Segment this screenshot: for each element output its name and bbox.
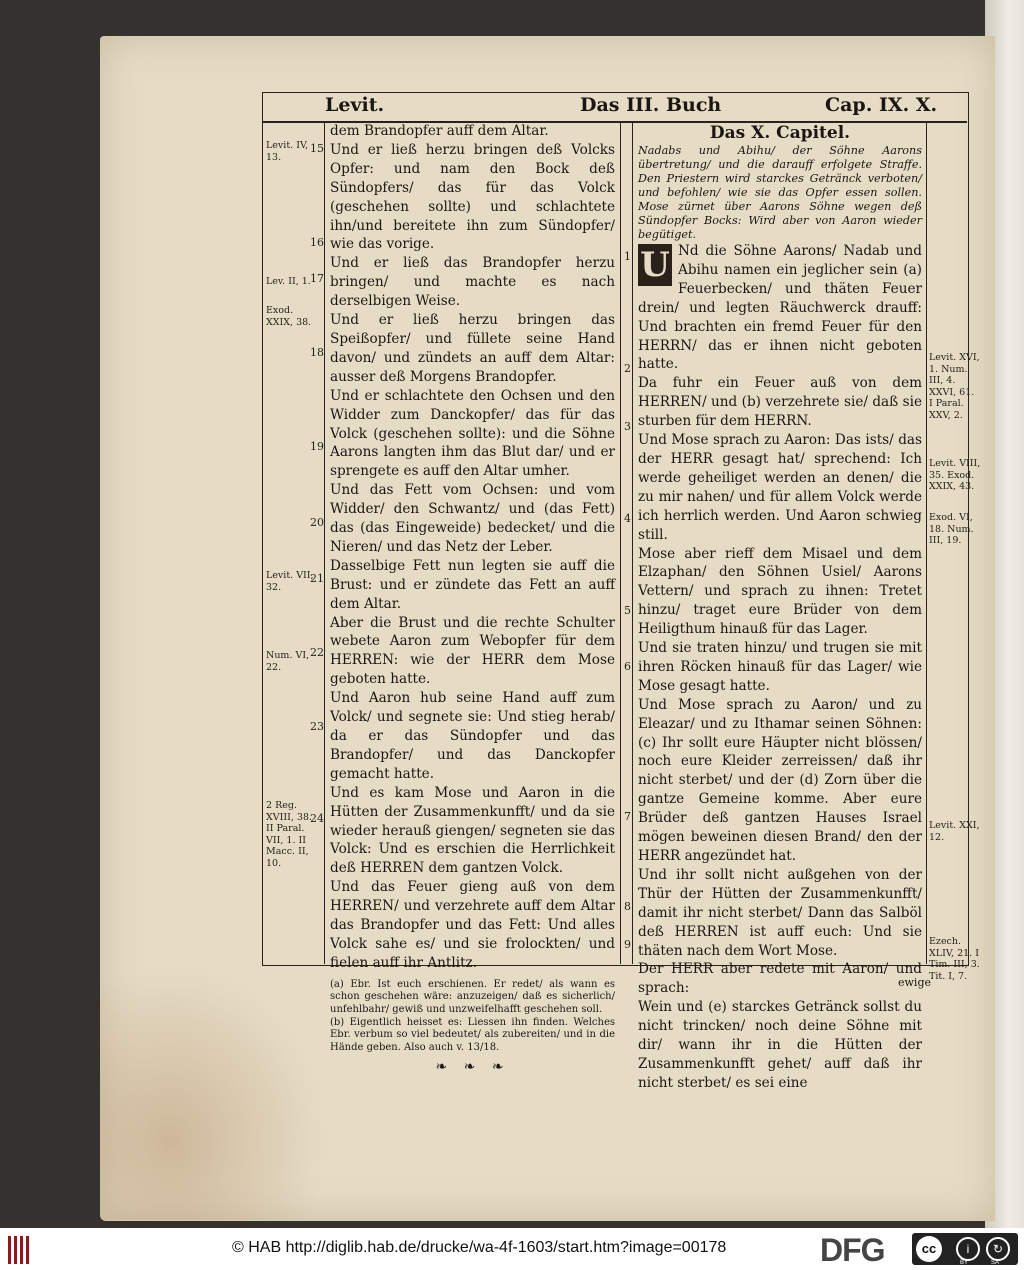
verse-text: Und er schlachtete den Ochsen und den Widder zum Danckopfer/ das für das Volck (geschehen sollte): und die Söhne Aarons langten ihm das Blut dar/ und er sprengete es auff den Altar umher. bbox=[330, 387, 615, 480]
running-head-left: Levit. bbox=[325, 94, 385, 116]
footnote: (b) Eigentlich heisset es: Liessen ihn finden. Welches Ebr. verbum so viel bedeutet/ als zubereiten/ und in die Hände geben. Also auch v. 13/18. bbox=[330, 1016, 615, 1053]
verse-text: Und Mose sprach zu Aaron/ und zu Eleazar/ und zu Ithamar seinen Söhnen: (c) Ihr sollt eure Häupter nicht blössen/ noch eure Kleider zerreissen/ daß ihr nicht sterbet/ und der (d) Zorn über die gantze Gemeine komme. Aber eure Brüder deß gantzen Hauses Israel mögen beweinen diesen Brand/ den der HERR angezündet hat. bbox=[638, 696, 922, 864]
margin-note: Levit. VII, 32. bbox=[266, 570, 314, 593]
attribution-icon: i bbox=[956, 1237, 980, 1261]
margin-note: Exod. VI, 18. Num. III, 19. bbox=[929, 512, 974, 546]
verse-text: Und ihr sollt nicht außgehen von der Thür der Hütten der Zusammenkunfft/ damit ihr nicht sterbet/ Dann das Salböl deß HERREN ist auff euch: Und sie thäten nach dem Wort Mose. bbox=[638, 866, 922, 959]
running-head-center: Das III. Buch bbox=[580, 94, 722, 116]
margin-note: Levit. VIII, 35. Exod. XXIX, 43. bbox=[929, 458, 981, 492]
verse-text: Dasselbige Fett nun legten sie auff die Brust: und er zündete das Fett an auff dem Altar. bbox=[330, 557, 615, 612]
verse-number: 24 bbox=[310, 812, 324, 825]
viewer-footer bbox=[0, 1228, 1024, 1270]
left-margin-rule bbox=[324, 123, 325, 964]
verse-number: 6 bbox=[624, 660, 631, 673]
gutter-rule-right bbox=[632, 123, 633, 964]
running-head-right: Cap. IX. X. bbox=[825, 94, 938, 116]
verse-number: 18 bbox=[310, 346, 324, 359]
footnotes bbox=[330, 979, 615, 1055]
verse-text: Da fuhr ein Feuer auß von dem HERREN/ und (b) verzehrete sie/ daß sie sturben für dem HERRN. bbox=[638, 375, 922, 430]
verse-number: 23 bbox=[310, 720, 324, 733]
margin-note: Exod. XXIX, 38. bbox=[266, 305, 312, 328]
verse-text: Und er ließ herzu bringen das Speißopfer/ und füllete seine Hand davon/ und zündets an auff dem Altar: ausser deß Morgens Brandopfer. bbox=[330, 312, 615, 385]
verse-text: Und sie traten hinzu/ und trugen sie mit ihren Röcken hinauß für das Lager/ wie Mose gesagt hatte. bbox=[638, 640, 922, 694]
verse-text: Der HERR aber redete mit Aaron/ und sprach: bbox=[638, 961, 922, 997]
share-alike-icon: ↻ bbox=[986, 1237, 1010, 1261]
gutter-rule-left bbox=[620, 123, 621, 964]
right-margin-rule bbox=[926, 123, 927, 964]
verse-number: 8 bbox=[624, 900, 631, 913]
verse-number: 17 bbox=[310, 272, 324, 285]
paper-stain bbox=[100, 960, 330, 1220]
verse-text: Und er ließ das Brandopfer herzu bringen/ und machte es nach derselbigen Weise. bbox=[330, 255, 615, 310]
by-label: BY bbox=[960, 1260, 969, 1266]
footnote: (a) Ebr. Ist euch erschienen. Er redet/ als wann es schon geschehen wäre: anzuzeigen/ daß es sicherlich/ unfehlbahr/ gewiß und unzweifelhafft geschehen soll. bbox=[330, 978, 615, 1015]
dfg-logo: DFG bbox=[820, 1232, 885, 1268]
verse-text: Nd die Söhne Aarons/ Nadab und Abihu namen ein jeglicher sein (a) Feuerbecken/ und thäten Feuer drein/ und legten Räuchwerck drauff: Und brachten ein fremd Feuer für den HERRN/ das er ihnen nicht geboten hatte. bbox=[638, 243, 922, 373]
catchword: ewige bbox=[898, 976, 931, 989]
margin-note: Lev. II, 1. bbox=[266, 276, 311, 287]
verse-number: 16 bbox=[310, 236, 324, 249]
verse-number: 21 bbox=[310, 572, 324, 585]
left-text-column bbox=[330, 122, 615, 1076]
verse-text: Und es kam Mose und Aaron in die Hütten der Zusammenkunfft/ und da sie wieder herauß giengen/ segneten sie das Volck: Und es erschien die Herrlichkeit deß HERREN dem gantzen Volck. bbox=[330, 784, 615, 877]
verse-number: 1 bbox=[624, 250, 631, 263]
verse-number: 3 bbox=[624, 420, 631, 433]
sa-label: SA bbox=[991, 1260, 1000, 1266]
verse-number: 20 bbox=[310, 516, 324, 529]
margin-note: Levit. XXI, 12. bbox=[929, 820, 980, 843]
verse-text: Und das Feuer gieng auß von dem HERREN/ und verzehrete auff dem Altar das Brandopfer und das Fett: Und alles Volck sahe es/ und sie frolockten/ und fielen auff ihr Antlitz. bbox=[330, 879, 615, 971]
margin-note: Levit. XVI, 1. Num. III, 4. XXVI, 61. I Paral. XXV, 2. bbox=[929, 352, 980, 421]
chapter-title: Das X. Capitel. bbox=[709, 123, 851, 143]
verse-text: Mose aber rieff dem Misael und dem Elzaphan/ den Söhnen Usiel/ Aarons Vettern/ und sprach zu ihnen: Tretet hinzu/ traget eure Brüder von dem Heiligthum hinauß für das Lager. bbox=[638, 545, 922, 638]
verse-text: dem Brandopfer auff dem Altar. bbox=[330, 123, 549, 139]
margin-note: Num. VI, 22. bbox=[266, 650, 310, 673]
verse-text: Und Mose sprach zu Aaron: Das ists/ das der HERR gesagt hat/ sprechend: Ich werde geheiliget werden an denen/ die zu mir nahen/ und für allem Volck werde ich herrlich werden. Und Aaron schwieg still. bbox=[638, 432, 922, 543]
ornament: ❧ ❧ ❧ bbox=[435, 1059, 510, 1076]
verse-number: 15 bbox=[310, 142, 324, 155]
verse-number: 5 bbox=[624, 604, 631, 617]
verse-number: 9 bbox=[624, 938, 631, 951]
drop-cap: U bbox=[638, 244, 672, 286]
margin-note: Ezech. XLIV, 21. I Tim. III, 3. Tit. I, 7. bbox=[929, 936, 980, 982]
verse-number: 4 bbox=[624, 512, 631, 525]
verse-number: 2 bbox=[624, 362, 631, 375]
cc-icon: cc bbox=[916, 1236, 942, 1262]
cc-license-badge[interactable] bbox=[912, 1233, 1018, 1265]
hab-logo-icon bbox=[8, 1236, 34, 1264]
verse-text: Aber die Brust und die rechte Schulter webete Aaron zum Webopfer für dem HERREN: wie der HERR dem Mose geboten hatte. bbox=[330, 614, 615, 688]
verse-number: 22 bbox=[310, 646, 324, 659]
verse-number: 7 bbox=[624, 810, 631, 823]
verse-text: Wein und (e) starckes Getränck sollst du nicht trincken/ noch deine Söhne mit dir/ wann ihr in die Hütten der Zusammenkunfft gehet/ auff daß ihr nicht sterbet/ es sei eine bbox=[638, 999, 922, 1091]
verse-text: Und Aaron hub seine Hand auff zum Volck/ und segnete sie: Und stieg herab/ da er das Sündopfer und das Brandopfer/ und das Danckopfer gemacht hatte. bbox=[330, 690, 615, 782]
verse-text: Und er ließ herzu bringen deß Volcks Opfer: und nam den Bock deß Sündopfers/ das für das Volck (geschehen sollte) und schlachtete ihn/und bereitete ihn zum Sündopfer/ wie das vorige. bbox=[330, 141, 615, 253]
verse-text: Und das Fett vom Ochsen: und vom Widder/ den Schwantz/ und (das Fett) das (das Eingeweide) bedecket/ und die Nieren/ und das Netz der Leber. bbox=[330, 482, 615, 555]
verse-number: 19 bbox=[310, 440, 324, 453]
margin-note: Levit. IV, 13. bbox=[266, 140, 309, 163]
chapter-summary: Nadabs und Abihu/ der Söhne Aarons übertretung/ und die darauff erfolgete Straffe. Den Priestern wird starckes Getränck verboten/ und befohlen/ wie sie das Opfer essen sollen. Mose zürnet über Aarons Söhne wegen deß Sündopfer Bocks: Wird aber von Aaron wieder begütiget. bbox=[638, 144, 922, 241]
source-link[interactable]: © HAB http://diglib.hab.de/drucke/wa-4f-1603/start.htm?image=00178 bbox=[232, 1239, 727, 1256]
margin-note: 2 Reg. XVIII, 38. II Paral. VII, 1. II Macc. II, 10. bbox=[266, 800, 313, 869]
